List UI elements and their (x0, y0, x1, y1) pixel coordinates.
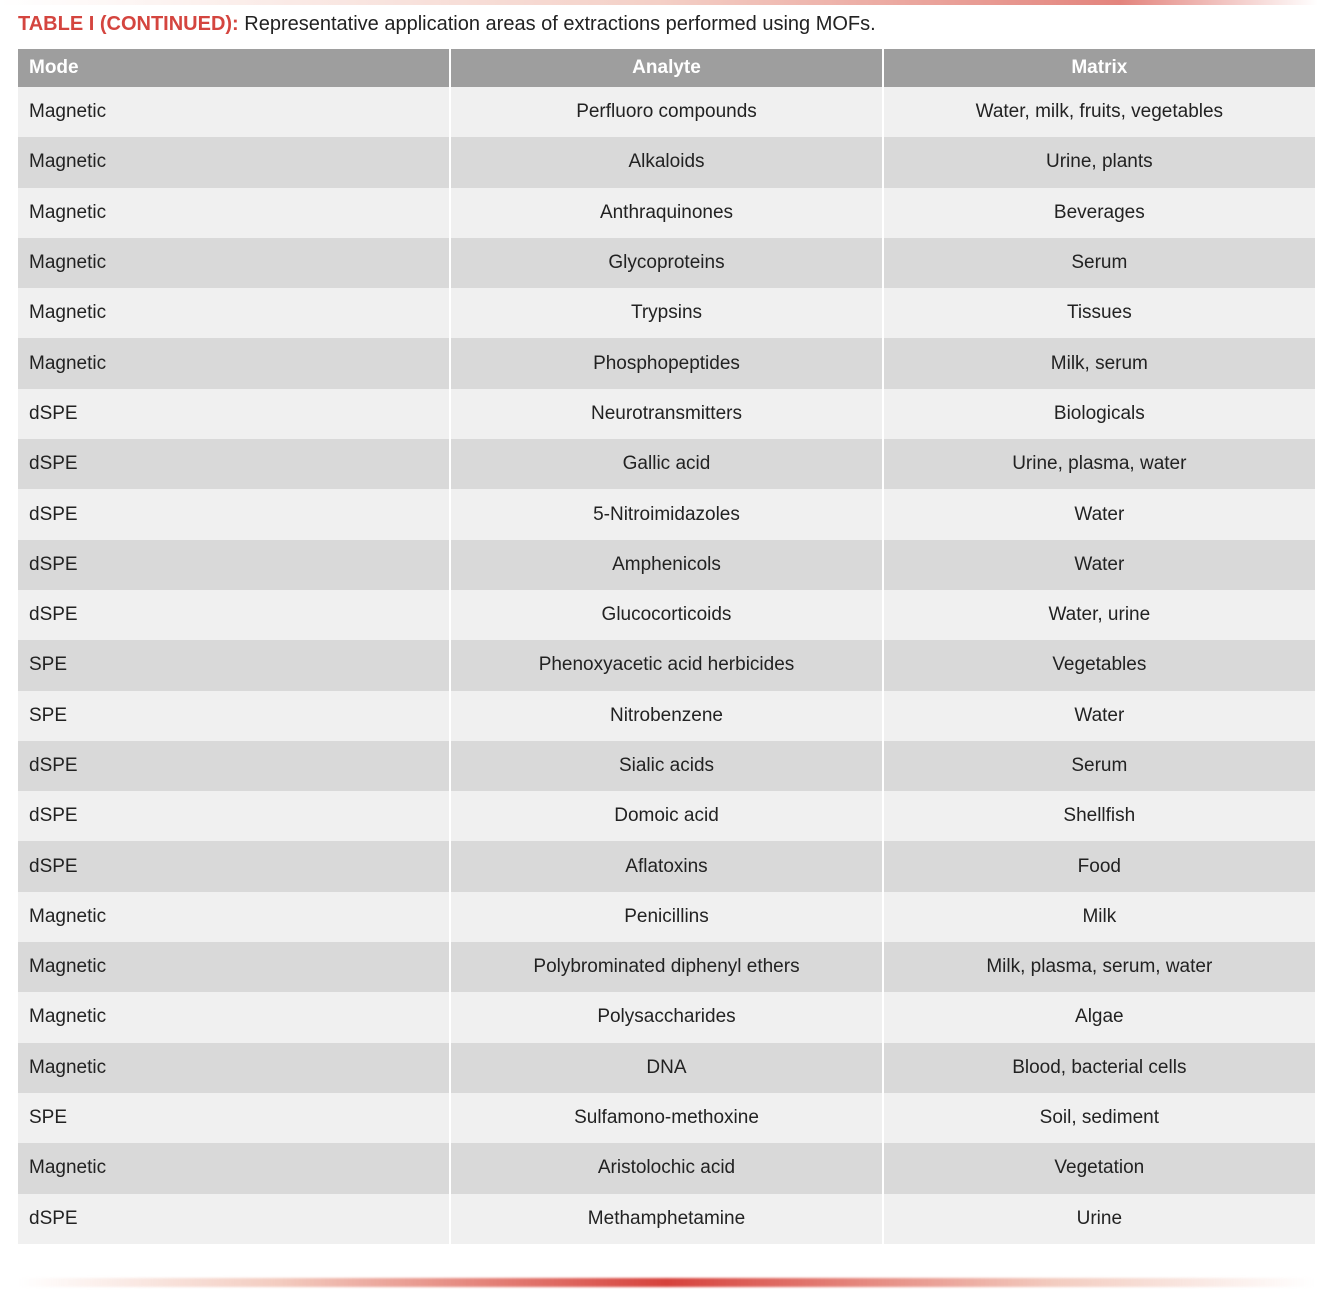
header-matrix: Matrix (883, 49, 1315, 87)
cell-analyte: Sulfamono-methoxine (450, 1093, 882, 1143)
cell-matrix: Urine, plasma, water (883, 439, 1315, 489)
table-row (18, 1043, 1315, 1093)
cell-matrix: Milk, serum (883, 338, 1315, 388)
cell-mode: dSPE (18, 841, 450, 891)
cell-mode: Magnetic (18, 992, 450, 1042)
cell-matrix: Food (883, 841, 1315, 891)
table-row (18, 137, 1315, 187)
cell-matrix: Algae (883, 992, 1315, 1042)
cell-analyte: Phosphopeptides (450, 338, 882, 388)
cell-mode: SPE (18, 1093, 450, 1143)
cell-mode: Magnetic (18, 1043, 450, 1093)
cell-matrix: Beverages (883, 188, 1315, 238)
table-row (18, 640, 1315, 690)
cell-analyte: Trypsins (450, 288, 882, 338)
cell-analyte: Nitrobenzene (450, 691, 882, 741)
cell-mode: dSPE (18, 741, 450, 791)
cell-matrix: Water, milk, fruits, vegetables (883, 87, 1315, 137)
cell-matrix: Milk (883, 892, 1315, 942)
cell-analyte: DNA (450, 1043, 882, 1093)
cell-analyte: Penicillins (450, 892, 882, 942)
cell-matrix: Urine (883, 1194, 1315, 1244)
bottom-decorative-bar (18, 1278, 1315, 1287)
cell-mode: dSPE (18, 590, 450, 640)
caption-label: TABLE I (CONTINUED): (18, 13, 239, 35)
applications-table (18, 49, 1315, 1244)
header-mode: Mode (18, 49, 450, 87)
cell-analyte: Methamphetamine (450, 1194, 882, 1244)
cell-analyte: Aflatoxins (450, 841, 882, 891)
cell-analyte: Glycoproteins (450, 238, 882, 288)
cell-mode: dSPE (18, 540, 450, 590)
caption-text: Representative application areas of extractions performed using MOFs. (238, 13, 876, 35)
cell-analyte: Aristolochic acid (450, 1143, 882, 1193)
cell-matrix: Tissues (883, 288, 1315, 338)
cell-matrix: Serum (883, 238, 1315, 288)
table-row (18, 590, 1315, 640)
cell-analyte: Neurotransmitters (450, 389, 882, 439)
cell-matrix: Vegetation (883, 1143, 1315, 1193)
cell-mode: Magnetic (18, 288, 450, 338)
table-row (18, 389, 1315, 439)
table-row (18, 1093, 1315, 1143)
cell-matrix: Water, urine (883, 590, 1315, 640)
table-row (18, 1143, 1315, 1193)
cell-mode: Magnetic (18, 87, 450, 137)
cell-analyte: Polybrominated diphenyl ethers (450, 942, 882, 992)
cell-matrix: Shellfish (883, 791, 1315, 841)
cell-analyte: Amphenicols (450, 540, 882, 590)
cell-matrix: Soil, sediment (883, 1093, 1315, 1143)
table-row (18, 741, 1315, 791)
cell-analyte: Sialic acids (450, 741, 882, 791)
cell-analyte: 5-Nitroimidazoles (450, 489, 882, 539)
cell-mode: SPE (18, 640, 450, 690)
cell-mode: dSPE (18, 1194, 450, 1244)
top-decorative-bar (0, 0, 1318, 5)
cell-analyte: Phenoxyacetic acid herbicides (450, 640, 882, 690)
cell-analyte: Alkaloids (450, 137, 882, 187)
table-row (18, 992, 1315, 1042)
cell-mode: Magnetic (18, 1143, 450, 1193)
table-row (18, 87, 1315, 137)
cell-mode: Magnetic (18, 942, 450, 992)
cell-matrix: Serum (883, 741, 1315, 791)
table-row (18, 841, 1315, 891)
cell-matrix: Water (883, 540, 1315, 590)
table-row (18, 540, 1315, 590)
table-row (18, 791, 1315, 841)
cell-matrix: Milk, plasma, serum, water (883, 942, 1315, 992)
cell-matrix: Water (883, 489, 1315, 539)
header-row (18, 49, 1315, 87)
cell-analyte: Polysaccharides (450, 992, 882, 1042)
table-row (18, 439, 1315, 489)
cell-mode: dSPE (18, 489, 450, 539)
table-row (18, 1194, 1315, 1244)
cell-matrix: Blood, bacterial cells (883, 1043, 1315, 1093)
table-row (18, 238, 1315, 288)
cell-mode: dSPE (18, 389, 450, 439)
header-analyte: Analyte (450, 49, 882, 87)
cell-matrix: Vegetables (883, 640, 1315, 690)
cell-mode: Magnetic (18, 338, 450, 388)
cell-analyte: Anthraquinones (450, 188, 882, 238)
cell-mode: Magnetic (18, 892, 450, 942)
cell-matrix: Water (883, 691, 1315, 741)
table-row (18, 942, 1315, 992)
table-row (18, 691, 1315, 741)
cell-mode: SPE (18, 691, 450, 741)
cell-mode: Magnetic (18, 238, 450, 288)
cell-mode: Magnetic (18, 137, 450, 187)
table-row (18, 892, 1315, 942)
cell-analyte: Perfluoro compounds (450, 87, 882, 137)
table-row (18, 489, 1315, 539)
cell-mode: Magnetic (18, 188, 450, 238)
table-row (18, 288, 1315, 338)
cell-matrix: Urine, plants (883, 137, 1315, 187)
cell-analyte: Glucocorticoids (450, 590, 882, 640)
cell-analyte: Gallic acid (450, 439, 882, 489)
table-caption (18, 13, 876, 36)
cell-mode: dSPE (18, 439, 450, 489)
table-row (18, 188, 1315, 238)
cell-matrix: Biologicals (883, 389, 1315, 439)
table-row (18, 338, 1315, 388)
cell-analyte: Domoic acid (450, 791, 882, 841)
cell-mode: dSPE (18, 791, 450, 841)
